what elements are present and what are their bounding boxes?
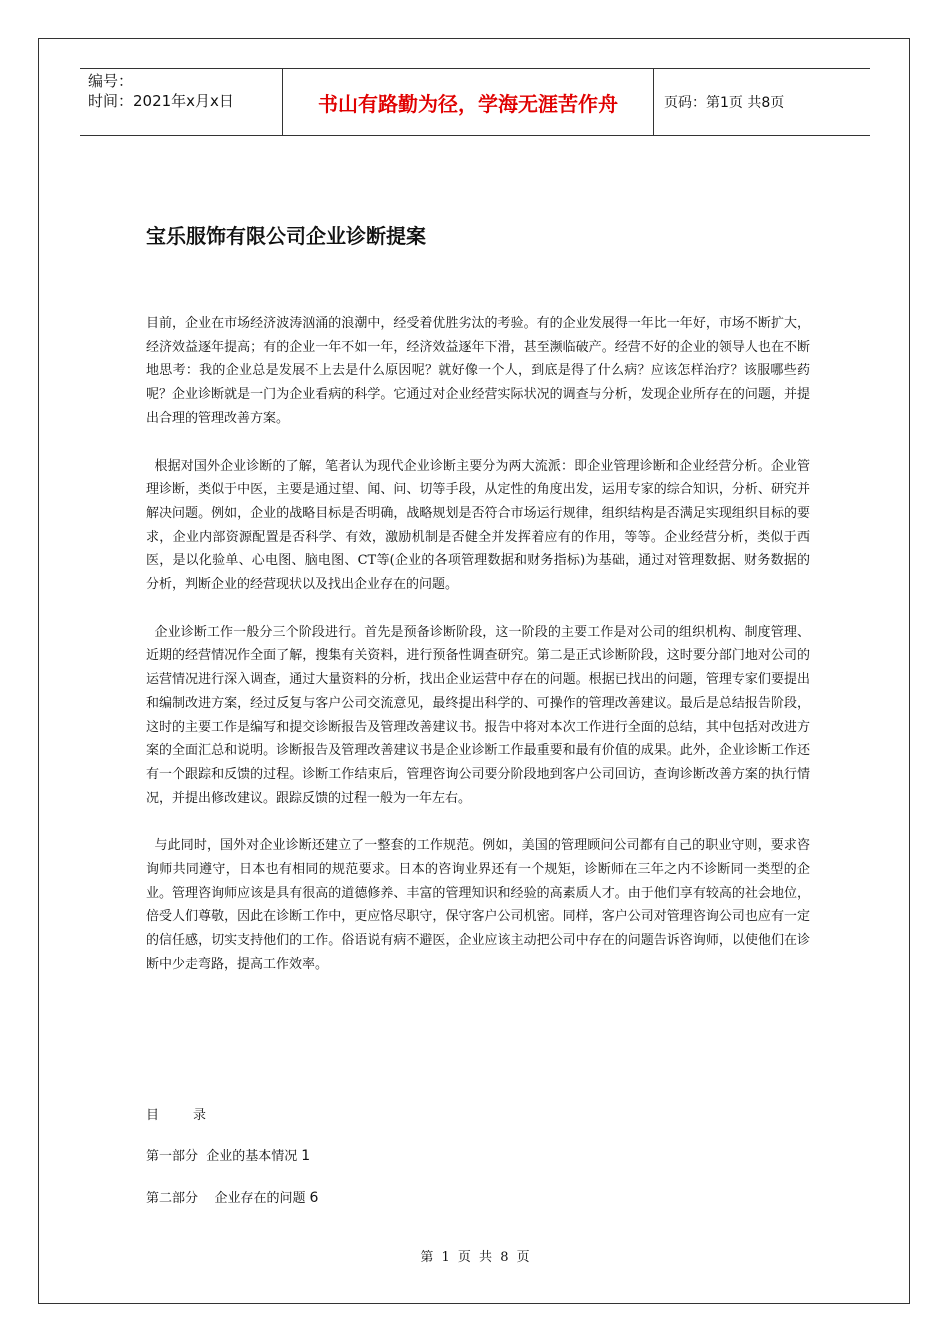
page-header — [80, 68, 870, 136]
document-body — [146, 312, 810, 1001]
document-number-label: 编号： — [88, 72, 134, 90]
body-paragraph: 根据对国外企业诊断的了解，笔者认为现代企业诊断主要分为两大流派：即企业管理诊断和企业经营分析。企业管理诊断，类似于中医，主要是通过望、闻、问、切等手段，从定性的角度出发，运用专家的综合知识，分析、研究并解决问题。例如，企业的战略目标是否明确，战略规划是否符合市场运行规律，组织结构是否满足实现组织目标的要求，企业内部资源配置是否科学、有效，激励机制是否健全并发挥着应有的作用，等等。企业经营分析，类似于西医，是以化验单、心电图、脑电图、CT等(企业的各项管理数据和财务指标)为基础，通过对管理数据、财务数据的分析，判断企业的经营现状以及找出企业存在的问题。 — [146, 458, 810, 593]
table-of-contents — [146, 1106, 318, 1230]
document-title: 宝乐服饰有限公司企业诊断提案 — [146, 224, 426, 248]
toc-item-label: 第一部分 企业的基本情况 — [146, 1149, 298, 1164]
document-time-label: 时间：2021年x月x日 — [88, 92, 234, 110]
body-paragraph: 目前，企业在市场经济波涛汹涌的浪潮中，经受着优胜劣汰的考验。有的企业发展得一年比一年好，市场不断扩大，经济效益逐年提高；有的企业一年不如一年，经济效益逐年下滑，甚至濒临破产。经营不好的企业的领导人也在不断地思考：我的企业总是发展不上去是什么原因呢？就好像一个人，到底是得了什么病？应该怎样治疗？该服哪些药呢？企业诊断就是一门为企业看病的科学。它通过对企业经营实际状况的调查与分析，发现企业所存在的问题，并提出合理的管理改善方案。 — [146, 316, 810, 426]
header-meta — [80, 69, 282, 135]
page-footer: 第 1 页 共 8 页 — [420, 1250, 530, 1265]
body-paragraph: 与此同时，国外对企业诊断还建立了一整套的工作规范。例如，美国的管理顾问公司都有自己的职业守则，要求咨询师共同遵守，日本也有相同的规范要求。日本的咨询业界还有一个规矩，诊断师在三年之内不诊断同一类型的企业。管理咨询师应该是具有很高的道德修养、丰富的管理知识和经验的高素质人才。由于他们享有较高的社会地位，倍受人们尊敬，因此在诊断工作中，更应恪尽职守，保守客户公司机密。同样，客户公司对管理咨询公司也应有一定的信任感，切实支持他们的工作。俗语说有病不避医，企业应该主动把公司中存在的问题告诉咨询师，以使他们在诊断中少走弯路，提高工作效率。 — [146, 838, 810, 972]
toc-heading: 目录 — [146, 1108, 241, 1123]
toc-item-page: 1 — [301, 1148, 311, 1164]
body-paragraph: 企业诊断工作一般分三个阶段进行。首先是预备诊断阶段，这一阶段的主要工作是对公司的组织机构、制度管理、近期的经营情况作全面了解，搜集有关资料，进行预备性调查研究。第二是正式诊断阶段，这时要分部门地对公司的运营情况进行深入调查，通过大量资料的分析，找出企业运营中存在的问题。根据已找出的问题，管理专家们要提出和编制改进方案，经过反复与客户公司交流意见，最终提出科学的、可操作的管理改善建议。最后是总结报告阶段，这时的主要工作是编写和提交诊断报告及管理改善建议书。报告中将对本次工作进行全面的总结，其中包括对改进方案的全面汇总和说明。诊断报告及管理改善建议书是企业诊断工作最重要和最有价值的成果。此外，企业诊断工作还有一个跟踪和反馈的过程。诊断工作结束后，管理咨询公司要分阶段地到客户公司回访，查询诊断改善方案的执行情况，并提出修改建议。跟踪反馈的过程一般为一年左右。 — [146, 624, 810, 806]
toc-item-page: 6 — [309, 1190, 319, 1206]
toc-item-label: 第二部分 企业存在的问题 — [146, 1191, 306, 1206]
toc-item — [146, 1188, 318, 1209]
toc-item — [146, 1146, 318, 1167]
header-page-info: 页码：第1页 共8页 — [664, 95, 785, 111]
header-motto: 书山有路勤为径，学海无涯苦作舟 — [282, 69, 654, 135]
